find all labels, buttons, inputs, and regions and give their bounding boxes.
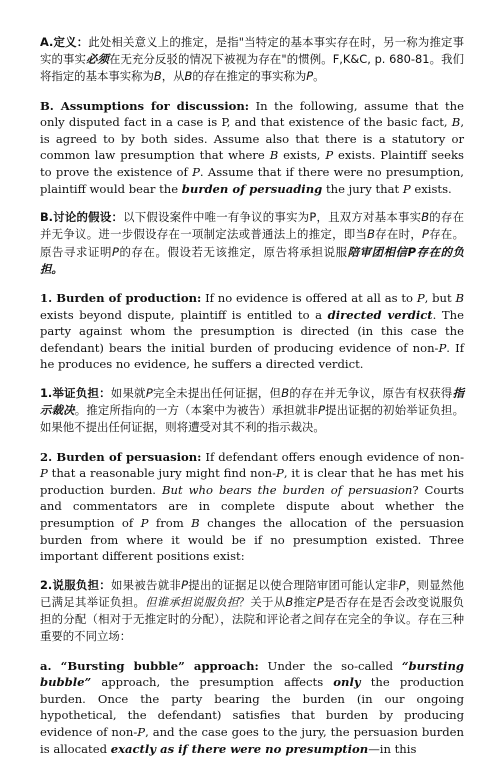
para-b-en <box>40 98 464 198</box>
text-run: 提出证据的初始举证负担。如果他不提出任何证据，则将遭受对其不利的指示裁决。 <box>40 403 464 435</box>
text-run: P <box>145 385 153 400</box>
text-run: 必须 <box>85 52 109 67</box>
text-run: 提出的证据足以使合理陪审团可能认定非 <box>187 577 399 592</box>
text-run: If no evidence is offered at all as to <box>201 290 417 305</box>
text-run: exactly as if there were no presumption <box>110 741 369 756</box>
text-run: P <box>306 69 314 84</box>
text-run: —in this <box>368 741 417 756</box>
text-run: P <box>316 594 324 609</box>
text-run: from <box>148 515 192 530</box>
text-run: 此处相关意义上的推定，是指"当特定的基本事实存在时，另一称为推定事实的事实 <box>40 35 464 67</box>
text-run: changes the allocation of the persuasion burden from where it would be if no presumption existed. Three important different positions exist: <box>40 515 464 564</box>
text-run: P <box>325 148 334 163</box>
text-run: But who bears the burden of persuasion <box>161 482 413 497</box>
text-run: P <box>416 290 425 305</box>
text-run: B <box>184 69 193 84</box>
text-run: P <box>140 515 149 530</box>
text-run: 2. Burden of persuasion: <box>40 449 202 464</box>
text-run: B <box>421 210 430 225</box>
text-run: If defendant offers enough evidence of non- <box>201 449 464 464</box>
para-a-bubble <box>40 658 464 757</box>
text-run: 推定 <box>293 594 317 609</box>
text-run: 存在。原告寻求证明 <box>40 227 464 259</box>
text-run: B. Assumptions for discussion: <box>40 98 250 113</box>
text-run: P <box>112 244 119 259</box>
text-run: 的存在并无争议，原告有权获得 <box>289 385 453 400</box>
text-run: P <box>40 466 48 481</box>
text-run: P <box>181 577 188 592</box>
text-run: . The party against whom the presumption is directed (in this case the defendant) bears the initial burden of producing evidence of non- <box>40 307 464 355</box>
text-run: 1. Burden of production: <box>40 290 202 305</box>
text-run: 的存在。假设若无该推定，原告将承担说服 <box>118 244 348 259</box>
text-run: a. “Bursting bubble” approach: <box>40 658 259 673</box>
text-run: , it is clear that he has met his production burden. <box>40 466 464 497</box>
text-run: directed verdict <box>327 307 433 322</box>
text-run: B <box>451 115 461 130</box>
text-run: , and the case goes to the jury, the persuasion burden is allocated <box>40 724 464 756</box>
text-run: 如果就 <box>110 385 146 400</box>
text-run: B <box>367 227 375 242</box>
text-run: B.讨论的假设： <box>40 210 124 225</box>
text-run: exists beyond dispute, plaintiff is entitled to a <box>40 307 328 322</box>
text-run: ? Courts and commentators are in complete dispute about whether the presumption of <box>40 482 464 530</box>
text-run: the production burden. Once the party bearing the burden (in our ongoing hypothetical, the defendant) satisfies that burden by producing evidence of non- <box>40 675 464 739</box>
para-1-zh <box>40 385 464 437</box>
text-run: 2.说服负担： <box>40 577 111 592</box>
text-run: B <box>281 385 290 400</box>
text-run: 陪审团相信P存在的负担。 <box>40 244 464 276</box>
text-run: Under the so-called <box>258 658 402 673</box>
text-run: B <box>191 515 200 530</box>
text-run: ，则显然他已满足其举证负担。 <box>40 577 464 609</box>
text-run: . Assume that if there were no presumption, plaintiff would bear the <box>40 164 464 196</box>
para-2-en <box>40 449 464 565</box>
para-b-zh <box>40 209 464 278</box>
text-run: ？关于从 <box>238 594 286 609</box>
text-run: 完全未提出任何证据，但 <box>152 385 282 400</box>
text-run: A.定义： <box>40 35 89 49</box>
text-run: “bursting bubble” <box>40 658 464 690</box>
text-run: B <box>153 69 162 84</box>
text-run: 。 <box>313 69 325 84</box>
text-run: P <box>318 403 325 418</box>
text-run: 以下假设案件中唯一有争议的事实为P，且双方对基本事实 <box>123 210 422 225</box>
text-run: 的存在推定的事实称为 <box>192 69 307 84</box>
text-run: exists. <box>410 181 452 196</box>
text-run: P <box>422 227 429 242</box>
text-run: P <box>137 724 146 739</box>
text-run: approach, the presumption affects <box>91 675 334 690</box>
text-run: B <box>455 290 464 305</box>
text-run: 1.举证负担： <box>40 385 111 400</box>
text-run: exists, <box>278 148 326 163</box>
text-run: only <box>333 675 361 690</box>
text-run: exists. Plaintiff seeks to prove the existence of <box>40 148 464 179</box>
text-run: P <box>398 577 406 592</box>
para-a-zh <box>40 34 464 86</box>
text-run: 存在时， <box>375 227 423 242</box>
text-run: P <box>438 340 447 355</box>
text-run: 的存在并无争议。进一步假设存在一项制定法或普通法上的推定，即当 <box>40 210 464 242</box>
text-run: 如果被告就非 <box>110 577 182 592</box>
text-run: B <box>269 148 279 163</box>
text-run: P <box>192 164 200 179</box>
text-run: the jury that <box>322 181 403 196</box>
text-run: P <box>276 466 284 481</box>
text-run: ，从 <box>161 69 185 84</box>
text-run: 。推定所指向的一方（本案中为被告）承担就非 <box>74 403 319 418</box>
para-2-zh <box>40 577 464 646</box>
text-run: 是否存在是否会改变说服负担的分配（相对于无推定时的分配），法院和评论者之间存在完全的争议。存在三种重要的不同立场： <box>40 594 464 644</box>
text-run: 在无充分反驳的情况下被视为存在"的惯例。F,K&C, p. 680-81。我们将指定的基本事实称为 <box>40 52 464 84</box>
text-run: 指示裁决 <box>40 385 464 418</box>
para-1-en <box>40 290 464 373</box>
text-run: In the following, assume that the only disputed fact in a case is P, and that existence of the basic fact, <box>40 98 464 130</box>
text-run: B <box>285 594 294 609</box>
text-run: , is agreed to by both sides. Assume also that there is a statutory or common law presumption that where <box>40 115 464 163</box>
text-run: burden of persuading <box>181 181 323 196</box>
text-run: . If he produces no evidence, he suffers a directed verdict. <box>40 340 465 372</box>
text-run: 但谁承担说服负担 <box>145 594 239 609</box>
text-run: P <box>402 181 411 196</box>
text-run: , but <box>424 290 456 305</box>
text-run: that a reasonable jury might find non- <box>47 466 276 481</box>
